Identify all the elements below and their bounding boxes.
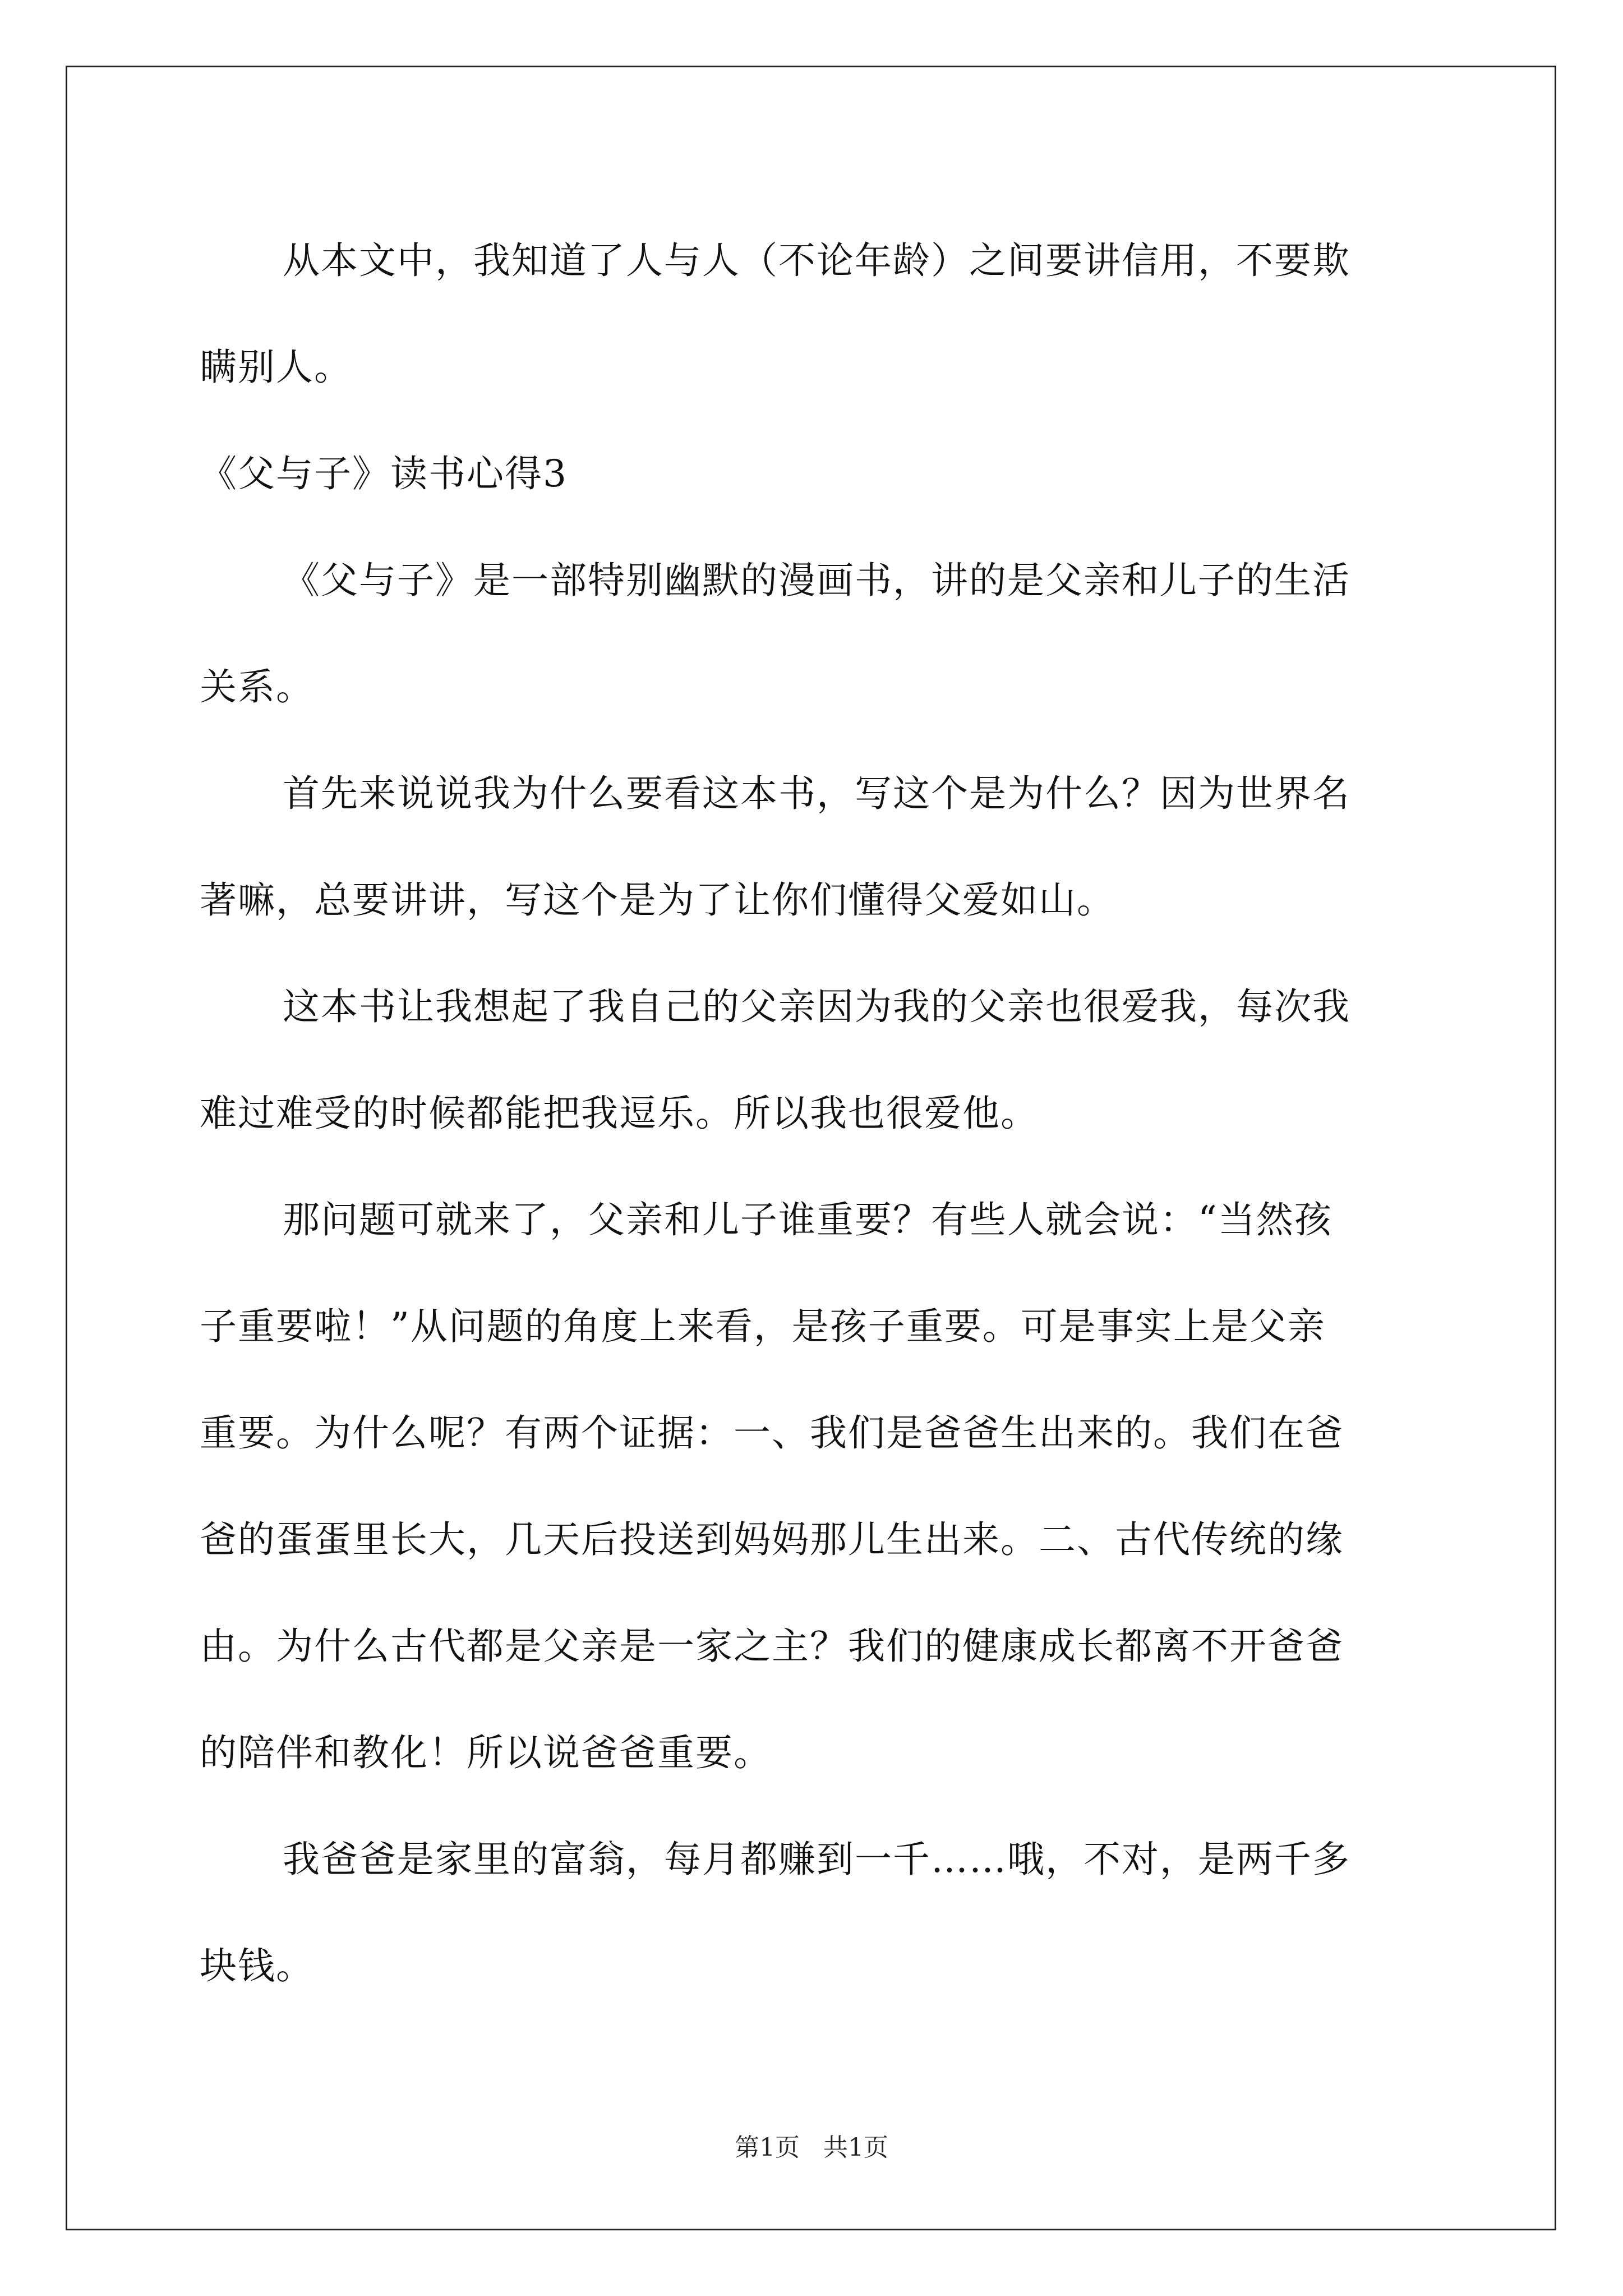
document-body: [200, 213, 1428, 2025]
text-line: 块钱。: [200, 1944, 314, 1987]
text-line: 子重要啦！”从问题的角度上来看，是孩子重要。可是事实上是父亲: [200, 1305, 1326, 1348]
text-line: 《父与子》是一部特别幽默的漫画书，讲的是父亲和儿子的生活: [283, 559, 1350, 602]
text-line: 我爸爸是家里的富翁，每月都赚到一千……哦，不对，是两千多: [283, 1838, 1350, 1881]
text-line: 那问题可就来了，父亲和儿子谁重要？有些人就会说：“当然孩: [283, 1198, 1332, 1241]
text-line: 由。为什么古代都是父亲是一家之主？我们的健康成长都离不开爸爸: [200, 1625, 1344, 1668]
text-line: 难过难受的时候都能把我逗乐。所以我也很爱他。: [200, 1092, 1039, 1135]
text-line: 重要。为什么呢？有两个证据：一、我们是爸爸生出来的。我们在爸: [200, 1411, 1344, 1455]
text-line: 的陪伴和教化！所以说爸爸重要。: [200, 1731, 772, 1774]
text-line: 关系。: [200, 665, 314, 708]
page-footer: 第1页 共1页: [735, 2133, 888, 2162]
text-line: 著嘛，总要讲讲，写这个是为了让你们懂得父爱如山。: [200, 878, 1115, 922]
text-line: 首先来说说我为什么要看这本书，写这个是为什么？因为世界名: [283, 772, 1350, 815]
text-line: 爸的蛋蛋里长大，几天后投送到妈妈那儿生出来。二、古代传统的缘: [200, 1518, 1344, 1561]
text-line: 瞒别人。: [200, 346, 352, 389]
section-heading: 《父与子》读书心得3: [200, 452, 568, 495]
text-line: 从本文中，我知道了人与人（不论年龄）之间要讲信用，不要欺: [283, 239, 1350, 282]
text-line: 这本书让我想起了我自己的父亲因为我的父亲也很爱我，每次我: [283, 985, 1350, 1028]
